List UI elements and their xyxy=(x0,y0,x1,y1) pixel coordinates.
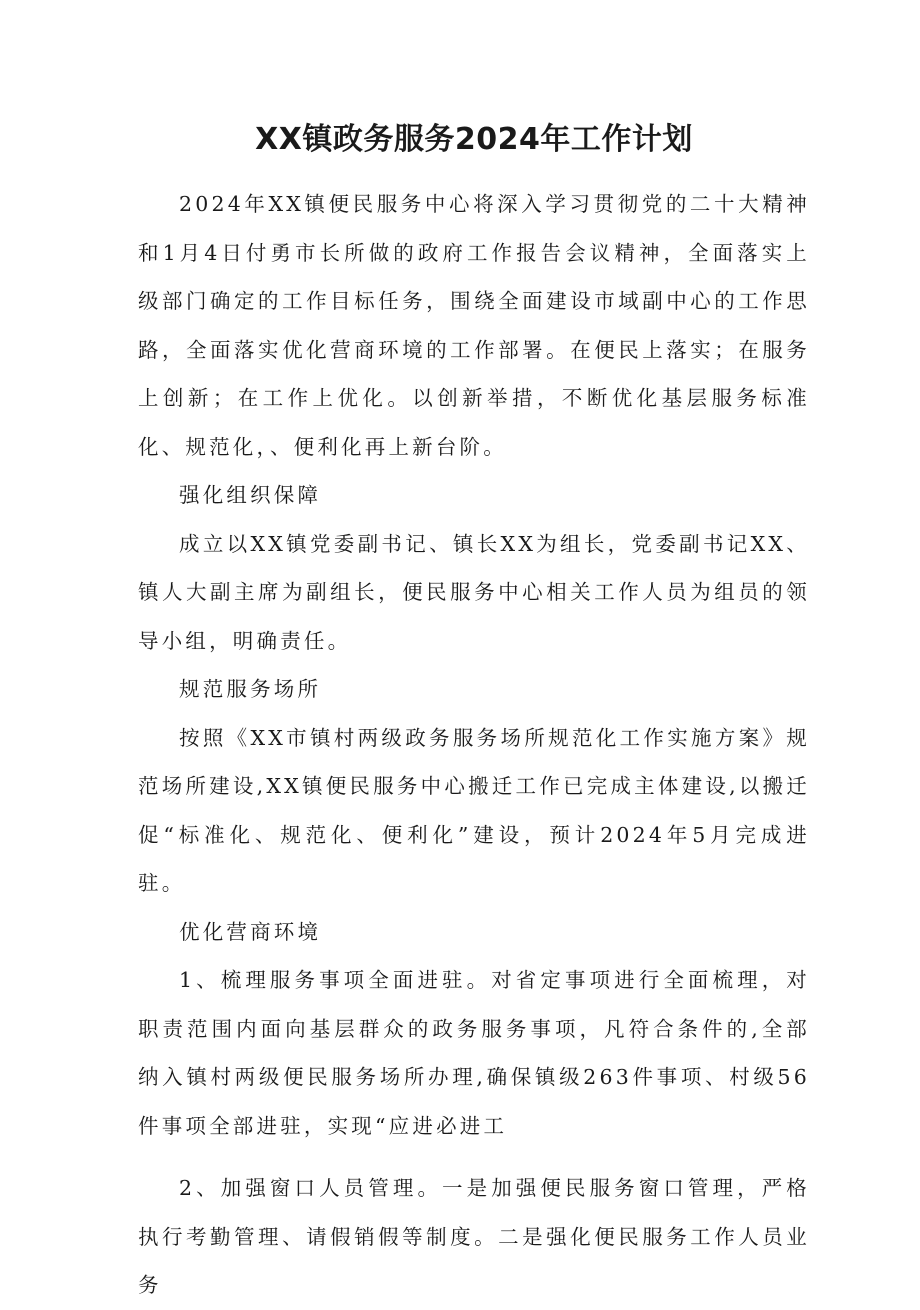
section-heading-business-environment: 优化营商环境 xyxy=(179,919,322,944)
intro-paragraph: 2024年XX镇便民服务中心将深入学习贯彻党的二十大精神和1月4日付勇市长所做的政府工作报告会议精神，全面落实上级部门确定的工作目标任务，围绕全面建设市域副中心的工作思路，全面落实优化营商环境的工作部署。在便民上落实；在服务上创新；在工作上优化。以创新举措，不断优化基层服务标准化、规范化，、便利化再上新台阶。 xyxy=(138,192,810,459)
list-item-window-staff: 2、加强窗口人员管理。一是加强便民服务窗口管理，严格执行考勤管理、请假销假等制度。二是强化便民服务工作人员业务 xyxy=(138,1176,810,1297)
section-body-organization: 成立以XX镇党委副书记、镇长XX为组长，党委副书记XX、镇人大副主席为副组长，便民服务中心相关工作人员为组员的领导小组，明确责任。 xyxy=(138,531,810,653)
section-heading-venue: 规范服务场所 xyxy=(179,677,322,701)
document-title: XX镇政务服务2024年工作计划 xyxy=(255,122,693,157)
section-body-venue: 按照《XX市镇村两级政务服务场所规范化工作实施方案》规范场所建设,XX镇便民服务中心搬迁工作已完成主体建设,以搬迁促“标准化、规范化、便利化”建设，预计2024年5月完成进驻。 xyxy=(138,725,810,895)
section-heading-organization: 强化组织保障 xyxy=(179,483,322,507)
document-page xyxy=(138,118,810,1310)
list-item-service-items: 1、梳理服务事项全面进驻。对省定事项进行全面梳理，对职责范围内面向基层群众的政务服务事项，凡符合条件的,全部纳入镇村两级便民服务场所办理,确保镇级263件事项、村级56件事项全部进驻，实现“应进必进工 xyxy=(138,968,810,1138)
paragraph-gap xyxy=(138,1150,810,1164)
